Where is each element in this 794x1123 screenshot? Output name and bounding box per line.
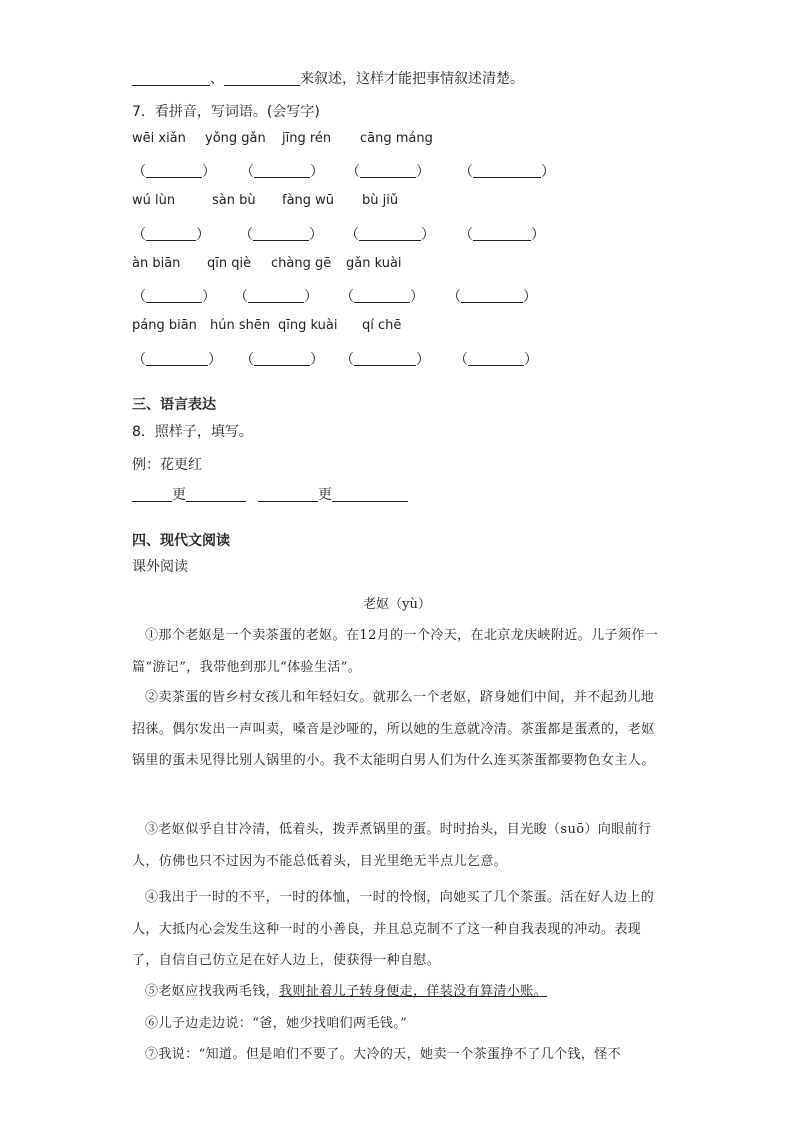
underlined-sentence: 我则扯着儿子转身便走，佯装没有算清小账。 <box>279 984 548 999</box>
section-4-subheading: 课外阅读 <box>132 559 188 575</box>
q8-blank-1[interactable] <box>132 487 172 502</box>
pinyin: yǒng gǎn <box>205 131 266 146</box>
answer-box[interactable]: （ ） <box>340 352 430 368</box>
q8-blank-2[interactable] <box>186 487 246 502</box>
section-4-heading: 四、现代文阅读 <box>132 533 230 549</box>
q8-more-1: 更 <box>172 487 186 503</box>
q7-title: 7．看拼音，写词语。(会写字) <box>132 104 320 120</box>
q6-blank-1[interactable] <box>132 71 210 86</box>
answer-box[interactable]: （ ） <box>132 164 216 180</box>
passage-paragraph-3: ③老妪似乎自甘冷清，低着头，拨弄煮锅里的蛋。时时抬头，目光睃（suō）向眼前行人，仿佛也只不过因为不能总低着头，目光里绝无半点儿乞意。 <box>132 822 652 869</box>
answer-box[interactable]: （ ） <box>447 289 537 305</box>
pinyin: fàng wū <box>282 193 335 208</box>
pinyin: gǎn kuài <box>346 256 402 271</box>
answer-box[interactable]: （ ） <box>340 289 424 305</box>
passage-paragraph-1: ①那个老妪是一个卖茶蛋的老妪。在12月的一个冷天，在北京龙庆峡附近。儿子须作一篇“游记”，我带他到那儿“体验生活”。 <box>132 628 659 675</box>
q6-fill-line <box>132 68 524 88</box>
passage-paragraph-5 <box>132 976 662 1008</box>
q6-separator: 、 <box>210 71 224 87</box>
pinyin: qīn qiè <box>207 256 252 271</box>
answer-box[interactable]: （ ） <box>459 227 545 243</box>
q8-example: 例：花更红 <box>132 457 202 473</box>
passage-paragraph-7: ⑦我说：“知道。但是咱们不要了。大冷的天，她卖一个茶蛋挣不了几个钱，怪不 <box>145 1047 622 1062</box>
pinyin: wēi xiǎn <box>132 131 186 146</box>
pinyin: bù jiǔ <box>362 193 399 208</box>
q8-fill-line <box>132 484 408 504</box>
answer-box[interactable]: （ ） <box>346 164 430 180</box>
pinyin: chàng gē <box>271 256 332 271</box>
answer-box[interactable]: （ ） <box>459 164 555 180</box>
q8-title: 8．照样子，填写。 <box>132 424 253 440</box>
pinyin: wú lùn <box>132 193 176 208</box>
q8-blank-3[interactable] <box>258 487 318 502</box>
answer-box[interactable]: （ ） <box>234 289 318 305</box>
q6-tail-text: 来叙述，这样才能把事情叙述清楚。 <box>300 71 524 87</box>
passage-paragraph-6: ⑥儿子边走边说：“爸，她少找咱们两毛钱。” <box>145 1016 408 1031</box>
pinyin: qí chē <box>362 318 402 333</box>
pinyin: páng biān <box>132 318 197 333</box>
pinyin: qīng kuài <box>278 318 338 333</box>
answer-box[interactable]: （ ） <box>240 352 324 368</box>
pinyin: cāng máng <box>360 131 433 146</box>
q6-blank-2[interactable] <box>224 71 300 86</box>
answer-box[interactable]: （ ） <box>240 164 324 180</box>
answer-box[interactable]: （ ） <box>345 227 435 243</box>
paragraph-5-text: ⑤老妪应找我两毛钱， <box>145 984 280 999</box>
passage-paragraph-4: ④我出于一时的不平，一时的体恤，一时的怜悯，向她买了几个茶蛋。活在好人边上的人，大抵内心会发生这种一时的小善良，并且总克制不了这一种自我表现的冲动。表现了，自信自己仿立足在好人边上，使获得一种自慰。 <box>132 890 655 968</box>
answer-box[interactable]: （ ） <box>132 352 222 368</box>
passage-paragraph-2: ②卖茶蛋的皆乡村女孩儿和年轻妇女。就那么一个老妪，跻身她们中间，并不起劲儿地招徕。偶尔发出一声叫卖，嗓音是沙哑的，所以她的生意就冷清。茶蛋都是蛋煮的，老妪锅里的蛋未见得比别人锅里的小。我不太能明白男人们为什么连买茶蛋都要物色女主人。 <box>132 690 655 768</box>
answer-box[interactable]: （ ） <box>132 289 216 305</box>
answer-box[interactable]: （ ） <box>132 227 210 243</box>
q8-more-2: 更 <box>318 487 332 503</box>
pinyin: hún shēn <box>210 318 271 333</box>
answer-box[interactable]: （ ） <box>454 352 538 368</box>
pinyin: jīng rén <box>282 131 332 146</box>
pinyin: àn biān <box>132 256 181 271</box>
answer-box[interactable]: （ ） <box>239 227 323 243</box>
q8-blank-4[interactable] <box>332 487 408 502</box>
passage-title: 老妪（yù） <box>363 597 431 612</box>
pinyin: sàn bù <box>212 193 256 208</box>
section-3-heading: 三、语言表达 <box>132 397 216 413</box>
